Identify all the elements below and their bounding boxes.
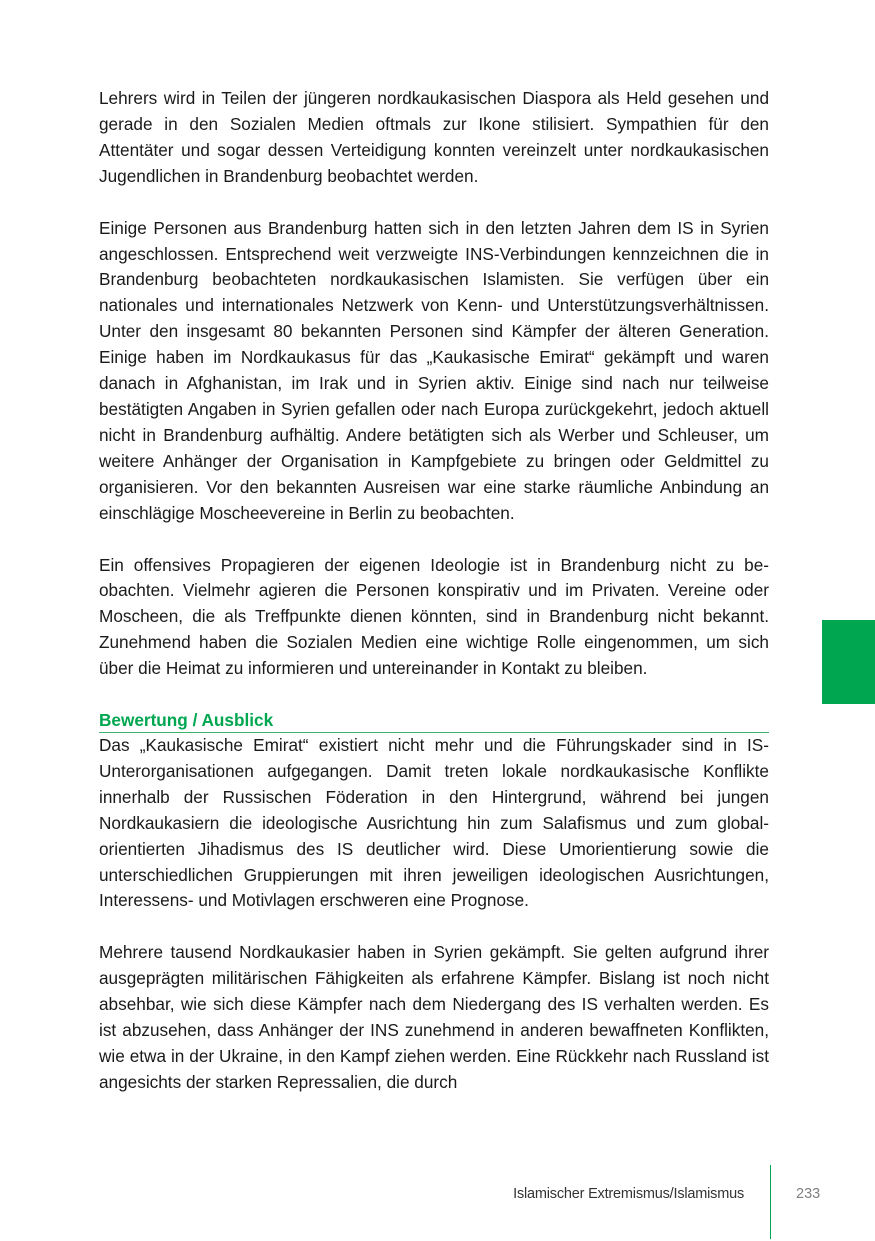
paragraph-assessment: Das „Kaukasische Emirat“ existiert nicht mehr und die Führungskader sind in IS-Unterorganisationen aufgegangen. Damit treten lokale nordkaukasische Konflikte innerhalb der Russischen Föderation in den Hintergrund, während bei jungen Nordkaukasiern die ideologische Ausrichtung hin zum Salafismus und zum globalorientierten Jihadismus des IS deutlicher wird. Diese Umorientierung sowie die unterschiedlichen Gruppierungen mit ihren jeweiligen ideologischen Ausrichtungen, Interessens- und Motivlagen erschweren eine Prognose. xyxy=(99,735,769,911)
paragraph-propaganda: Ein offensives Propagieren der eigenen Ideologie ist in Brandenburg nicht zu beobachten. Vielmehr agieren die Personen konspirativ und im Privaten. Vereine oder Moscheen, die als Treffpunkte dienen könnten, sind in Brandenburg nicht bekannt. Zunehmend haben die Sozialen Medien eine wichtige Rolle eingenommen, um sich über die Heimat zu informieren und untereinander in Kontakt zu bleiben. xyxy=(99,554,769,679)
footer-divider xyxy=(770,1165,771,1239)
paragraph-network: Einige Personen aus Brandenburg hatten sich in den letzten Jahren dem IS in Syrien angeschlossen. Entsprechend weit verzweigte INS-Verbindungen kennzeichnen die in Brandenburg beobachteten nordkaukasischen Islamisten. Sie verfügen über ein nationales und internationales Netzwerk von Kenn- und Unterstützungsverhältnissen. Unter den insgesamt 80 bekannten Personen sind Kämpfer der älteren Generation. Einige haben im Nordkaukasus für das „Kaukasische Emirat“ gekämpft und waren danach in Afghanistan, im Irak und in Syrien aktiv. Einige sind nach nur teilweise bestätigten Angaben in Syrien gefallen oder nach Europa zurückgekehrt, jedoch aktuell nicht in Brandenburg aufhältig. Andere betätigten sich als Werber und Schleuser, um weitere Anhänger der Organisation in Kampfgebiete zu bringen oder Geldmittel zu organisieren. Vor den bekannten Ausreisen war eine starke räumliche Anbindung an einschlägige Moscheevereine in Berlin zu beobachten. xyxy=(99,217,769,523)
section-heading: Bewertung / Ausblick xyxy=(99,708,769,733)
chapter-tab-marker xyxy=(822,620,875,704)
paragraph-diaspora: Lehrers wird in Teilen der jüngeren nordkaukasischen Diaspora als Held gesehen und gerade in den Sozialen Medien oftmals zur Ikone stilisiert. Sympathien für den Attentäter und sogar dessen Verteidigung konnten vereinzelt unter nordkaukasischen Jugendlichen in Brandenburg beobachtet werden. xyxy=(99,88,769,186)
page-number: 233 xyxy=(796,1186,821,1202)
page-body xyxy=(99,86,769,1096)
paragraph-outlook: Mehrere tausend Nordkaukasier haben in Syrien gekämpft. Sie gelten aufgrund ihrer ausgeprägten militärischen Fähigkeiten als erfahrene Kämpfer. Bislang ist noch nicht absehbar, wie sich diese Kämpfer nach dem Niedergang des IS verhalten werden. Es ist abzusehen, dass Anhänger der INS zunehmend in anderen bewaffneten Konflikten, wie etwa in der Ukraine, in den Kampf ziehen werden. Eine Rückkehr nach Russland ist angesichts der starken Repressalien, die durch xyxy=(99,942,769,1092)
footer-chapter-label: Islamischer Extremismus/Islamismus xyxy=(513,1186,744,1202)
